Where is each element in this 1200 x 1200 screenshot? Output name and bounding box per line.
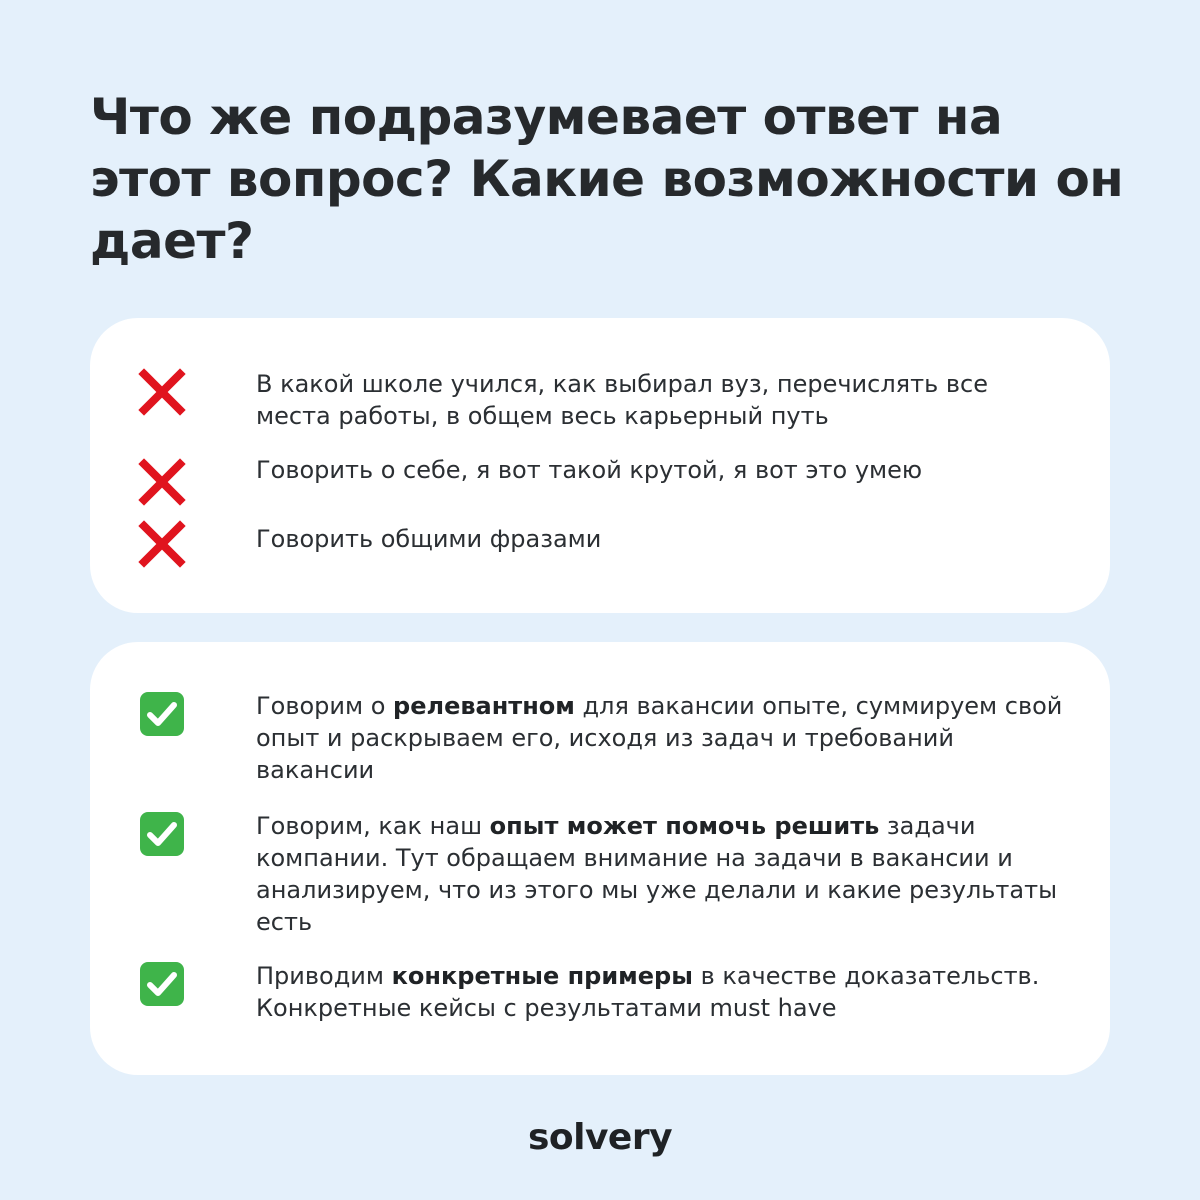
check-mark-icon — [138, 690, 186, 738]
dont-item-text: В какой школе учился, как выбирал вуз, перечислять все места работы, в общем весь карьерный путь — [256, 370, 988, 430]
dont-list-card — [90, 318, 1110, 613]
dont-item-text: Говорить о себе, я вот такой крутой, я вот это умею — [256, 456, 923, 484]
do-item-text: Приводим конкретные примеры в качестве доказательств. Конкретные кейсы с результатами must have — [256, 962, 1040, 1022]
cross-mark-icon — [138, 458, 186, 506]
dont-item-text: Говорить общими фразами — [256, 525, 602, 553]
check-mark-icon — [138, 810, 186, 858]
brand-logo: solvery — [527, 1117, 673, 1158]
do-list-card — [90, 642, 1110, 1075]
do-item-text: Говорим о релевантном для вакансии опыте, суммируем свой опыт и раскрываем его, исходя из задач и требований вакансии — [256, 692, 1063, 784]
cross-mark-icon — [138, 368, 186, 416]
check-mark-icon — [138, 960, 186, 1008]
cross-mark-icon — [138, 520, 186, 568]
do-item-text: Говорим, как наш опыт может помочь решить задачи компании. Тут обращаем внимание на задачи в вакансии и анализируем, что из этого мы уже делали и какие результаты есть — [256, 812, 1058, 936]
page-title: Что же подразумевает ответ на этот вопрос? Какие возможности он дает? — [90, 88, 1124, 270]
